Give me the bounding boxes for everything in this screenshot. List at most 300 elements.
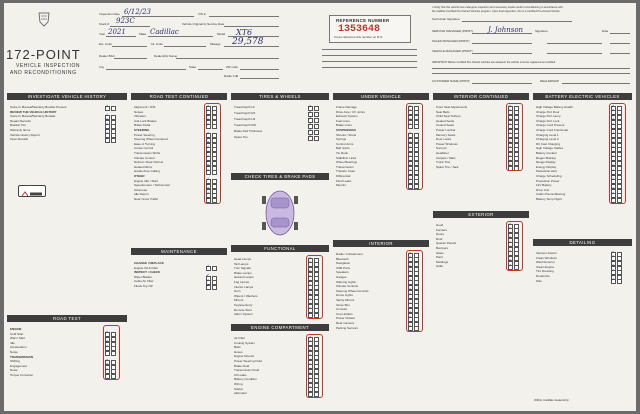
checklist-item-label: Power Steering Fluid (234, 359, 262, 363)
checklist-item-label: High Voltage Battery Health (536, 105, 573, 109)
checkmark-icon: ✓ (104, 330, 109, 337)
checkmark-icon: ✓ (407, 154, 412, 161)
checklist-item-label: Frame Damage (336, 105, 357, 109)
pass-column-highlight (306, 255, 323, 319)
checklist-item-label: ENGINE (10, 327, 22, 331)
checkmark-icon: ✓ (610, 154, 615, 161)
inspection-date-label: Inspection Date (99, 13, 120, 16)
checkmark-icon: ✓ (205, 163, 210, 170)
checklist-item-label: Shifting (10, 359, 21, 364)
checklist-item-label: Sunroof (436, 146, 447, 151)
checklist-item-label: Quarter Panels (436, 241, 457, 246)
checkmark-icon: ✓ (104, 348, 109, 355)
checkmark-icon: ✓ (507, 239, 512, 246)
section-road-test: ROAD TEST (7, 315, 127, 322)
checklist-item-label: Idle (10, 340, 15, 345)
reference-block (329, 15, 411, 43)
checklist-item-label: DC Fast Charging (536, 141, 561, 146)
radio-label: Radio Cd# (224, 75, 239, 78)
checkmark-icon: ✓ (610, 190, 615, 197)
checklist-item (10, 137, 125, 142)
checklist-item-label: Brake Pedal (134, 123, 151, 128)
checkmark-icon: ✓ (307, 389, 312, 396)
checkmark-icon: ✓ (307, 375, 312, 382)
checklist-item-label: Front Seat Adjustments (436, 105, 468, 109)
checkmark-icon: ✓ (307, 371, 312, 378)
dealer-bac-label: Dealer BAC (99, 55, 115, 58)
checkmark-icon: ✓ (407, 172, 412, 179)
checklist-item-label: Tire Dressing (536, 269, 554, 274)
checklist-item-label: Transmission Shifts (134, 151, 161, 155)
checklist-item-label: Noise (10, 350, 18, 354)
checkmark-icon: ✓ (104, 343, 109, 350)
pass-column-highlight (406, 250, 423, 332)
checklist-item-label: SUSPENSION (336, 128, 356, 132)
fail-checkbox[interactable] (314, 136, 319, 141)
checkmark-icon: ✓ (507, 140, 512, 147)
checklist-item-label: Mounts (336, 183, 346, 188)
handwritten-date: 6/12/23 (124, 8, 151, 16)
checkmark-icon: ✓ (507, 221, 512, 228)
checklist-item-label: Cold Start (10, 331, 24, 336)
checkmark-icon: ✓ (307, 339, 312, 346)
checklist-item-label: Engine Mounts (234, 354, 255, 359)
checkmark-icon: ✓ (104, 362, 109, 369)
checkmark-icon: ✓ (610, 277, 615, 284)
checkmark-icon: ✓ (407, 264, 412, 271)
checkmark-icon: ✓ (407, 121, 412, 128)
reference-note: Cross-reference this number on R.O. (334, 36, 384, 39)
checklist-item-label: Spare Tire (234, 135, 248, 139)
checkmark-icon: ✓ (407, 108, 412, 115)
vehicle-manager-label: VEHICLE MANAGER (PRINT) (432, 50, 473, 53)
checkmark-icon: ✓ (610, 177, 615, 184)
checkmark-icon: ✓ (205, 273, 210, 280)
checklist-item-label: Bracket Tire (10, 123, 27, 128)
checklist-item-label: Engine Oil & Filter (134, 265, 159, 270)
checkmark-icon: ✓ (307, 352, 312, 359)
checklist-item-label: Charge Cord Present (536, 123, 565, 128)
checkmark-icon: ✓ (610, 117, 615, 124)
section-engine-compartment: ENGINE COMPARTMENT (231, 324, 329, 331)
checklist-item-label: Steering Wheel Centered (134, 137, 168, 142)
checkmark-icon: ✓ (307, 109, 312, 116)
checklist-item-label: Hood (436, 223, 444, 227)
checklist-item-label: Tail Lamps (234, 261, 249, 266)
checkmark-icon: ✓ (407, 324, 412, 331)
checklist-item-label: Alarm System (234, 312, 253, 317)
checklist-item-label: Vanity Mirrors (336, 298, 355, 302)
checkmark-icon: ✓ (205, 103, 210, 110)
checkmark-icon: ✓ (407, 268, 412, 275)
checklist-item-label: Spare Tire / Jack (436, 164, 459, 169)
checkmark-icon: ✓ (407, 287, 412, 294)
checkmark-icon: ✓ (205, 144, 210, 151)
checkmark-icon: ✓ (307, 292, 312, 299)
checkmark-icon: ✓ (104, 112, 109, 119)
checklist-item-label: Fuel Lines (336, 118, 350, 123)
checkmark-icon: ✓ (407, 117, 412, 124)
checkmark-icon: ✓ (307, 385, 312, 392)
checkmark-icon: ✓ (610, 267, 615, 274)
checkmark-icon: ✓ (407, 131, 412, 138)
checkmark-icon: ✓ (205, 190, 210, 197)
checkmark-icon: ✓ (407, 167, 412, 174)
checkmark-icon: ✓ (104, 117, 109, 124)
zip-label: ZIP code (226, 66, 238, 69)
checklist-item-label: Charge Cord Functional (536, 128, 568, 132)
checklist-item-label: Wiring (234, 382, 243, 386)
checkmark-icon: ✓ (104, 121, 109, 128)
checklist-item (234, 129, 328, 134)
checklist-item-label: Speakers (336, 270, 349, 275)
brand-subtitle-2: AND RECONDITIONING (10, 70, 77, 76)
checkmark-icon: ✓ (507, 230, 512, 237)
checkmark-icon: ✓ (610, 126, 615, 133)
checklist-item (234, 111, 328, 116)
checkmark-icon: ✓ (407, 319, 412, 326)
checklist-item-label: Tread Depth LF (234, 105, 255, 109)
checkmark-icon: ✓ (205, 140, 210, 147)
checkmark-icon: ✓ (104, 126, 109, 133)
checkmark-icon: ✓ (307, 334, 312, 341)
checklist-item-label: Heated Mirror (134, 164, 153, 169)
checkmark-icon: ✓ (507, 117, 512, 124)
checklist-item (234, 123, 328, 128)
checklist-item-label: Parking Sensors (336, 325, 359, 330)
dealership-label: DEALERSHIP (540, 80, 560, 83)
stock-label: Stock # (99, 23, 110, 26)
fail-checkbox[interactable] (111, 138, 116, 143)
pass-column-highlight (609, 103, 626, 204)
checklist-item-label: Torque Converter (10, 373, 34, 377)
checklist-item-label: Glass (436, 250, 444, 255)
checkmark-icon: ✓ (407, 144, 412, 151)
section-interior-continued: INTERIOR CONTINUED (433, 93, 529, 100)
checklist-item-label: Engagement (10, 363, 28, 368)
checklist-item-label: OTHER (134, 174, 145, 178)
checkmark-icon: ✓ (307, 357, 312, 364)
checklist-item-label: Wash Exterior (536, 260, 555, 265)
checklist-item-label: Head Lamps (234, 257, 252, 261)
checkmark-icon: ✓ (507, 112, 512, 119)
checklist-item-label: Console (336, 307, 348, 312)
section-exterior: EXTERIOR (433, 211, 529, 218)
checklist-item-label: Owner's Manual/Warranty Booklet Present (10, 105, 67, 109)
checklist-item-label: Speedometer / Tachometer (134, 183, 171, 188)
checklist-item-label: High Voltage Cables (536, 146, 564, 151)
section-detailing: DETAILING (533, 239, 632, 246)
checklist-item-label: Charging Level 2 (536, 137, 559, 142)
checkmark-icon: ✓ (507, 244, 512, 251)
checkmark-icon: ✓ (507, 158, 512, 165)
state-label: State (189, 66, 197, 69)
checkmark-icon: ✓ (407, 163, 412, 170)
checklist-item-label: Wax (536, 278, 542, 283)
fail-checkbox[interactable] (617, 279, 622, 284)
checklist-item-label: Radio / Infotainment (336, 252, 363, 256)
checklist-item-label: Power Outlets (336, 316, 355, 321)
checklist-item-label: Ball Joints (336, 146, 350, 151)
checkmark-icon: ✓ (104, 357, 109, 364)
checklist-item-label: Wheel Bearings (336, 160, 358, 165)
checklist-item-label: Alignment / Drift (134, 105, 156, 109)
checkmark-icon: ✓ (507, 258, 512, 265)
fail-checkbox[interactable] (212, 285, 217, 290)
checklist-item-label: Vehicle History Report (10, 132, 40, 137)
dealership-name-label: Dealership Name (154, 55, 178, 58)
checkmark-icon: ✓ (507, 154, 512, 161)
pass-column-highlight (103, 325, 120, 380)
checklist-item-label: Propulsion Power (536, 178, 560, 183)
checklist-item-label: Roof (436, 236, 443, 241)
checkmark-icon: ✓ (407, 140, 412, 147)
checkmark-icon: ✓ (307, 301, 312, 308)
checklist-item-label: Clean Windows (536, 255, 557, 260)
checklist-item-label: Shocks / Struts (336, 132, 357, 137)
checklist-item-label: Fog Lamps (234, 280, 250, 284)
section-tires-wheels: TIRES & WHEELS (231, 93, 329, 100)
checkmark-icon: ✓ (307, 264, 312, 271)
checkmark-icon: ✓ (407, 112, 412, 119)
checklist-item-label: 12V Battery (536, 183, 552, 188)
checkmark-icon: ✓ (307, 366, 312, 373)
checkmark-icon: ✓ (307, 278, 312, 285)
section-road-test-continued: ROAD TEST CONTINUED (131, 93, 227, 100)
checklist-item-label: Warranty Items (10, 128, 31, 132)
checkmark-icon: ✓ (610, 263, 615, 270)
checkmark-icon: ✓ (507, 262, 512, 269)
checkmark-icon: ✓ (205, 108, 210, 115)
checkmark-icon: ✓ (507, 144, 512, 151)
handwritten-stock: 923C (116, 17, 135, 25)
checklist-item-label: Air Filter (234, 336, 246, 340)
checklist-item-label: Charge Port Door (536, 109, 560, 114)
checkmark-icon: ✓ (407, 291, 412, 298)
checklist-item-label: TRANSMISSION (10, 354, 34, 359)
checklist-item-label: Trunk Trim (436, 160, 451, 165)
cert-line-1: I certify that this vehicle has undergone inspection and necessary repairs and/or reconditioning in accordance with (432, 6, 563, 9)
checklist-item-label: Rear Cross Traffic (134, 197, 159, 201)
checklist-item-label: Charge Scheduling (536, 174, 562, 178)
checklist-item-label: Moldings (436, 259, 449, 264)
checklist-item-label: Brake Lines (336, 123, 352, 128)
checklist-item-label: Ease of Turning (134, 141, 156, 146)
checkmark-icon: ✓ (104, 371, 109, 378)
checkmark-icon: ✓ (307, 121, 312, 128)
section-investigate-history: INVESTIGATE VEHICLE HISTORY (7, 93, 127, 100)
checklist-item-label: Pedestrian Alert (536, 169, 558, 174)
pass-column-highlight (406, 103, 423, 190)
checklist-item-label: Gauges (336, 275, 347, 279)
checkmark-icon: ✓ (205, 277, 210, 284)
checklist-item-label: USB Ports (336, 265, 351, 270)
checklist-item-label: Navigation (336, 261, 351, 266)
checklist-item-label: Headliner (436, 151, 449, 155)
checklist-item-label: Energy Display (536, 164, 557, 169)
checklist-item-label: STEERING (134, 128, 150, 132)
footer-note: Within Cadillac dealership (534, 399, 569, 402)
checklist-item-label: Transfer Case (336, 169, 355, 174)
checkmark-icon: ✓ (610, 103, 615, 110)
checklist-item-label: Battery Coolant (536, 151, 557, 155)
checkmark-icon: ✓ (307, 343, 312, 350)
inspection-sheet (4, 3, 636, 411)
brand-subtitle-1: VEHICLE INSPECTION (16, 63, 81, 69)
checkmark-icon: ✓ (104, 135, 109, 142)
checkmark-icon: ✓ (507, 163, 512, 170)
section-under-vehicle: UNDER VEHICLE (333, 93, 429, 100)
checkmark-icon: ✓ (307, 115, 312, 122)
checkmark-icon: ✓ (507, 249, 512, 256)
reference-label: REFERENCE NUMBER (336, 18, 390, 23)
checklist-item-label: Door Locks (436, 137, 452, 142)
checklist-item-label: Heated Seats (436, 118, 455, 123)
handwritten-make: Cadillac (150, 28, 179, 36)
signature-handwriting: J. Johnson (488, 26, 524, 34)
checkmark-icon: ✓ (307, 362, 312, 369)
checklist-item-label: Climate Controls (336, 284, 359, 289)
checkmark-icon: ✓ (407, 177, 412, 184)
mileage-label: Mileage (210, 43, 221, 46)
checkmark-icon: ✓ (205, 177, 210, 184)
checkmark-icon: ✓ (104, 131, 109, 138)
checklist-item-label: Oil Leaks (234, 372, 247, 377)
checklist-item-label: Odometer (134, 187, 148, 192)
checkmark-icon: ✓ (610, 158, 615, 165)
checklist-item-label: Cooling System (234, 340, 256, 345)
checklist-item-label: Child Seat Tethers (436, 114, 461, 119)
section-check-tires: CHECK TIRES & BRAKE PADS (231, 173, 329, 180)
sales-manager-label: SALES MANAGER (PRINT) (432, 40, 470, 43)
checklist-item-label: Regen Braking (536, 155, 556, 160)
checklist-item-label: Fluid Leaks (336, 178, 352, 183)
checkmark-icon: ✓ (507, 149, 512, 156)
checkmark-icon: ✓ (307, 306, 312, 313)
checkmark-icon: ✓ (407, 278, 412, 285)
section-interior: INTERIOR (333, 240, 429, 247)
checkmark-icon: ✓ (507, 253, 512, 260)
certification-panel (432, 6, 632, 91)
checkmark-icon: ✓ (407, 135, 412, 142)
checklist-item (234, 117, 328, 122)
autocheck-logo (18, 185, 46, 197)
small-print-block (322, 45, 422, 85)
model-label: Model (217, 33, 226, 36)
checklist-item-label: Anti-Lock Brakes (134, 118, 157, 123)
checkmark-icon: ✓ (610, 108, 615, 115)
checklist-item-label: Owner's Manual/Warranty Booklet (10, 114, 56, 119)
checkmark-icon: ✓ (205, 154, 210, 161)
checklist-item-label: Charge Port Lock (536, 118, 560, 123)
checklist-item-label: Stabilizer Links (336, 155, 357, 160)
checklist-item-label: Cabin Preconditioning (536, 192, 566, 197)
pass-column-highlight (506, 103, 523, 171)
checklist-item-label: Exhaust System (336, 114, 358, 119)
checkmark-icon: ✓ (610, 131, 615, 138)
checklist-item-label: Defrost / Rear Defrost (134, 160, 164, 165)
checklist-item-label: Tread Depth RR (234, 123, 256, 127)
checklist-item-label: Tread Depth RF (234, 111, 256, 115)
city-label: City (99, 66, 105, 69)
checkmark-icon: ✓ (205, 186, 210, 193)
important-note: IMPORTANT: Before Certified Pre-Owned vehicles are released, the vehicle must be registered as Certified. (432, 61, 556, 64)
checklist-item-label: Transmission Fluid (234, 368, 260, 373)
checkmark-icon: ✓ (507, 131, 512, 138)
checklist-item-label: Brake Fluid (234, 363, 250, 368)
checklist-item-label: Control Arms (336, 141, 354, 146)
checklist-item-label: Wiper Blades (134, 274, 152, 279)
checklist-item-label: Glove Box (336, 302, 350, 307)
checkmark-icon: ✓ (507, 226, 512, 233)
checklist-item-label: Doors (436, 232, 445, 237)
handwritten-mileage: 29,578 (232, 37, 264, 47)
section-maintenance: MAINTENANCE (131, 248, 227, 255)
checkmark-icon: ✓ (610, 195, 615, 202)
checkmark-icon: ✓ (205, 117, 210, 124)
checklist-item-label: Noises (134, 109, 144, 114)
checkmark-icon: ✓ (307, 260, 312, 267)
checklist-item-label: Hoses (234, 349, 243, 354)
checkmark-icon: ✓ (407, 273, 412, 280)
checklist-item-label: REVIEW THE VEHICLE HISTORY (10, 109, 57, 114)
checklist-item-label: Idle Return (134, 192, 149, 197)
checkmark-icon: ✓ (407, 103, 412, 110)
checklist-item-label: Warning Lights (336, 279, 356, 284)
signature-label: Signature (535, 30, 548, 33)
checkmark-icon: ✓ (307, 283, 312, 290)
checklist-item-label: Turn Signals (234, 266, 251, 271)
checkmark-icon: ✓ (307, 380, 312, 387)
checklist-item (234, 135, 328, 140)
checklist-item-label: Acceleration (10, 345, 27, 350)
checkmark-icon: ✓ (407, 296, 412, 303)
checkmark-icon: ✓ (307, 255, 312, 262)
checklist-item-label: Hands-Free Calling (134, 169, 160, 174)
checkmark-icon: ✓ (407, 282, 412, 289)
reference-number: 1353648 (338, 24, 381, 35)
checklist-item-label: Transmission (336, 164, 354, 169)
checklist-item-label: Cup Holders (336, 311, 353, 316)
checkmark-icon: ✓ (610, 144, 615, 151)
checkmark-icon: ✓ (307, 103, 312, 110)
checklist-item (234, 105, 328, 110)
checklist-item-label: Deodorize (536, 274, 550, 278)
checklist-item-label: Wipers / Washers (234, 293, 258, 298)
int-color-label: Int. Color (151, 43, 164, 46)
pass-column-highlight (204, 103, 221, 204)
checkmark-icon: ✓ (507, 235, 512, 242)
checklist-item-label: Noise (10, 368, 18, 373)
vin-label: VIN # (198, 13, 206, 16)
checkmark-icon: ✓ (104, 103, 109, 110)
checklist-item-label: Remote Start (234, 307, 252, 312)
in-service-label: Vehicle Original In-Service Date (182, 23, 225, 26)
checklist-item-label: Memory Seats (436, 132, 456, 137)
checklist-item-label: Fenders (436, 227, 448, 232)
checkmark-icon: ✓ (205, 282, 210, 289)
checklist-item-label: Cooled Seats (436, 123, 455, 128)
checkmark-icon: ✓ (104, 366, 109, 373)
checkmark-icon: ✓ (610, 249, 615, 256)
checklist-item (536, 279, 631, 284)
checkmark-icon: ✓ (307, 269, 312, 276)
checkmark-icon: ✓ (507, 108, 512, 115)
checklist-item-label: Seat Belts (436, 109, 450, 114)
checklist-item-label: Open Recalls (10, 137, 29, 142)
checkmark-icon: ✓ (407, 158, 412, 165)
brand-title: 172-POINT (6, 48, 81, 62)
